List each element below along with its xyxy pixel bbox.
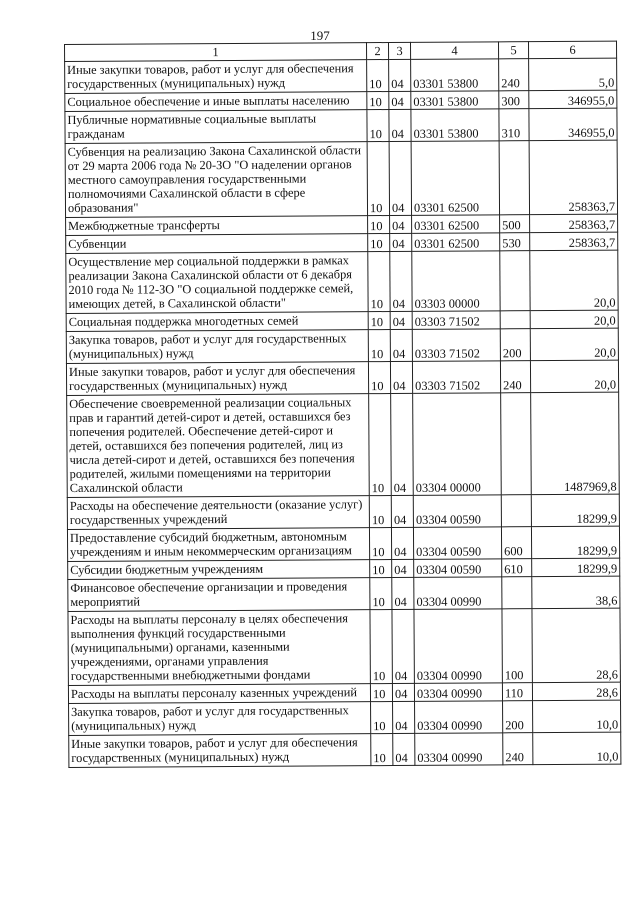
row-amount: 20,0 bbox=[530, 360, 618, 393]
row-target-code: 03304 00990 bbox=[415, 701, 503, 734]
row-section: 10 bbox=[370, 684, 392, 702]
row-name: Субсидии бюджетным учреждениям bbox=[68, 560, 370, 580]
row-subsection: 04 bbox=[389, 141, 411, 215]
table-row bbox=[66, 250, 618, 313]
row-name: Социальное обеспечение и иные выплаты населению bbox=[65, 92, 367, 112]
page-number: 197 bbox=[310, 28, 330, 43]
row-section: 10 bbox=[368, 312, 390, 330]
row-amount: 346955,0 bbox=[529, 90, 617, 109]
table-row bbox=[68, 576, 620, 611]
row-section: 10 bbox=[367, 110, 389, 142]
row-name: Обеспечение своевременной реализации социальных прав и гарантий детей-сирот и детей, оставшихся без попечения родителей. Обеспечение детей-сирот и детей, оставшихся без попечения родителей, лиц из числа детей-сирот и детей, оставшихся без попечения родителей, жилыми помещениями на территории Сахалинской области bbox=[67, 394, 370, 498]
row-name: Закупка товаров, работ и услуг для государственных (муниципальных) нужд bbox=[66, 330, 368, 364]
table-row bbox=[67, 526, 619, 561]
row-expense-type: 500 bbox=[500, 215, 530, 233]
row-amount: 20,0 bbox=[530, 310, 618, 329]
row-subsection: 04 bbox=[390, 251, 412, 311]
row-target-code: 03304 00990 bbox=[414, 577, 502, 610]
row-target-code: 03301 62500 bbox=[412, 233, 500, 252]
table-row bbox=[68, 608, 620, 685]
row-expense-type: 610 bbox=[502, 559, 532, 577]
row-subsection: 04 bbox=[389, 109, 411, 141]
row-expense-type: 200 bbox=[500, 329, 530, 361]
row-section: 10 bbox=[368, 234, 390, 252]
row-subsection: 04 bbox=[390, 233, 412, 251]
table-body bbox=[65, 58, 621, 767]
document-page bbox=[64, 41, 620, 768]
header-col-4: 4 bbox=[410, 42, 498, 60]
row-subsection: 04 bbox=[390, 215, 412, 233]
row-subsection: 04 bbox=[391, 527, 413, 559]
row-expense-type: 240 bbox=[500, 361, 530, 393]
row-subsection: 04 bbox=[391, 393, 414, 495]
row-expense-type: 100 bbox=[502, 609, 532, 683]
row-name: Субвенции bbox=[66, 234, 368, 254]
row-target-code: 03301 62500 bbox=[412, 215, 500, 234]
row-amount: 5,0 bbox=[529, 58, 617, 91]
row-amount: 18299,9 bbox=[531, 526, 619, 559]
row-amount: 258363,7 bbox=[530, 214, 618, 233]
row-amount: 18299,9 bbox=[531, 494, 619, 527]
row-subsection: 04 bbox=[393, 701, 415, 733]
row-target-code: 03304 00990 bbox=[415, 733, 503, 766]
table-row bbox=[65, 140, 617, 217]
row-target-code: 03303 71502 bbox=[412, 329, 500, 362]
row-section: 10 bbox=[370, 560, 392, 578]
row-subsection: 04 bbox=[391, 495, 413, 527]
header-col-1: 1 bbox=[65, 43, 367, 62]
row-expense-type: 310 bbox=[499, 109, 529, 141]
row-target-code: 03301 53800 bbox=[411, 59, 499, 92]
row-subsection: 04 bbox=[390, 361, 412, 393]
row-name: Социальная поддержка многодетных семей bbox=[66, 312, 368, 332]
row-name: Межбюджетные трансферты bbox=[66, 216, 368, 236]
row-section: 10 bbox=[369, 528, 391, 560]
row-target-code: 03304 00990 bbox=[414, 609, 502, 684]
row-subsection: 04 bbox=[389, 59, 411, 91]
row-expense-type: 530 bbox=[500, 233, 530, 251]
row-name: Иные закупки товаров, работ и услуг для обеспечения государственных (муниципальных) нужд bbox=[66, 362, 368, 396]
row-amount: 10,0 bbox=[533, 700, 621, 733]
table-row bbox=[67, 494, 619, 529]
row-name: Субвенция на реализацию Закона Сахалинской области от 29 марта 2006 года № 20-ЗО "О наделении органов местного самоуправления государственными полномочиями Сахалинской области в сфере образования" bbox=[65, 142, 367, 218]
row-target-code: 03301 53800 bbox=[411, 109, 499, 142]
row-target-code: 03301 53800 bbox=[411, 91, 499, 110]
row-target-code: 03304 00590 bbox=[413, 495, 501, 528]
row-section: 10 bbox=[367, 142, 389, 216]
row-expense-type: 240 bbox=[499, 59, 529, 91]
row-section: 10 bbox=[368, 252, 390, 312]
row-subsection: 04 bbox=[393, 733, 415, 765]
row-name: Расходы на выплаты персоналу в целях обеспечения выполнения функций государственными (муниципальными) органами, казенными учреждениями, органами управления государственными внебюджетными фондами bbox=[68, 610, 370, 686]
table-row bbox=[66, 360, 618, 395]
row-name: Расходы на выплаты персоналу казенных учреждений bbox=[68, 684, 370, 704]
row-section: 10 bbox=[367, 92, 389, 110]
table-row bbox=[69, 700, 621, 735]
budget-table bbox=[64, 41, 621, 768]
row-amount: 258363,7 bbox=[530, 232, 618, 251]
row-target-code: 03304 00990 bbox=[414, 683, 502, 702]
row-amount: 20,0 bbox=[530, 250, 618, 311]
row-expense-type bbox=[499, 141, 529, 215]
row-subsection: 04 bbox=[390, 311, 412, 329]
row-amount: 18299,9 bbox=[532, 558, 620, 577]
row-amount: 10,0 bbox=[533, 732, 621, 765]
row-expense-type: 600 bbox=[501, 527, 531, 559]
row-section: 10 bbox=[371, 702, 393, 734]
row-expense-type: 110 bbox=[502, 683, 532, 701]
row-subsection: 04 bbox=[390, 329, 412, 361]
row-target-code: 03304 00590 bbox=[414, 559, 502, 578]
row-expense-type bbox=[502, 577, 532, 609]
table-row bbox=[67, 392, 620, 497]
row-subsection: 04 bbox=[392, 559, 414, 577]
row-name: Иные закупки товаров, работ и услуг для обеспечения государственных (муниципальных) нужд bbox=[65, 60, 367, 94]
row-section: 10 bbox=[370, 578, 392, 610]
row-section: 10 bbox=[368, 216, 390, 234]
row-expense-type bbox=[500, 251, 530, 311]
row-subsection: 04 bbox=[392, 609, 414, 683]
row-expense-type: 240 bbox=[503, 733, 533, 765]
row-target-code: 03303 71502 bbox=[412, 361, 500, 394]
row-name: Закупка товаров, работ и услуг для государственных (муниципальных) нужд bbox=[69, 702, 371, 736]
row-amount: 28,6 bbox=[532, 682, 620, 701]
table-row bbox=[65, 58, 617, 93]
row-name: Иные закупки товаров, работ и услуг для обеспечения государственных (муниципальных) нужд bbox=[69, 734, 371, 768]
row-expense-type bbox=[501, 393, 532, 495]
row-subsection: 04 bbox=[392, 577, 414, 609]
row-amount: 38,6 bbox=[532, 576, 620, 609]
header-col-5: 5 bbox=[498, 42, 528, 59]
row-amount: 28,6 bbox=[532, 608, 620, 683]
row-name: Публичные нормативные социальные выплаты гражданам bbox=[65, 110, 367, 144]
row-name: Осуществление мер социальной поддержки в рамках реализации Закона Сахалинской области от 6 декабря 2010 года № 112-ЗО "О социальной поддержке семей, имеющих детей, в Сахалинской области" bbox=[66, 252, 368, 314]
row-section: 10 bbox=[369, 496, 391, 528]
row-amount: 1487969,8 bbox=[531, 392, 620, 495]
row-target-code: 03303 00000 bbox=[412, 251, 500, 312]
row-amount: 346955,0 bbox=[529, 108, 617, 141]
header-col-6: 6 bbox=[528, 41, 616, 59]
row-section: 10 bbox=[371, 734, 393, 766]
row-amount: 20,0 bbox=[530, 328, 618, 361]
row-target-code: 03301 62500 bbox=[411, 141, 499, 216]
row-subsection: 04 bbox=[389, 91, 411, 109]
row-name: Расходы на обеспечение деятельности (оказание услуг) государственных учреждений bbox=[67, 496, 369, 530]
table-row bbox=[65, 108, 617, 143]
row-target-code: 03304 00590 bbox=[413, 527, 501, 560]
row-subsection: 04 bbox=[392, 683, 414, 701]
row-section: 10 bbox=[368, 362, 390, 394]
row-section: 10 bbox=[370, 610, 392, 684]
table-row bbox=[66, 328, 618, 363]
row-expense-type: 200 bbox=[503, 701, 533, 733]
row-expense-type bbox=[501, 495, 531, 527]
row-name: Финансовое обеспечение организации и проведения мероприятий bbox=[68, 578, 370, 612]
row-target-code: 03304 00000 bbox=[413, 393, 502, 496]
table-row bbox=[69, 732, 621, 767]
row-amount: 258363,7 bbox=[529, 140, 617, 215]
row-section: 10 bbox=[369, 394, 392, 496]
header-col-2: 2 bbox=[366, 43, 388, 60]
row-expense-type: 300 bbox=[499, 91, 529, 109]
row-section: 10 bbox=[368, 330, 390, 362]
row-name: Предоставление субсидий бюджетным, автономным учреждениям и иным некоммерческим организациям bbox=[67, 528, 369, 562]
header-col-3: 3 bbox=[388, 42, 410, 59]
row-expense-type bbox=[500, 311, 530, 329]
row-section: 10 bbox=[367, 60, 389, 92]
row-target-code: 03303 71502 bbox=[412, 311, 500, 330]
